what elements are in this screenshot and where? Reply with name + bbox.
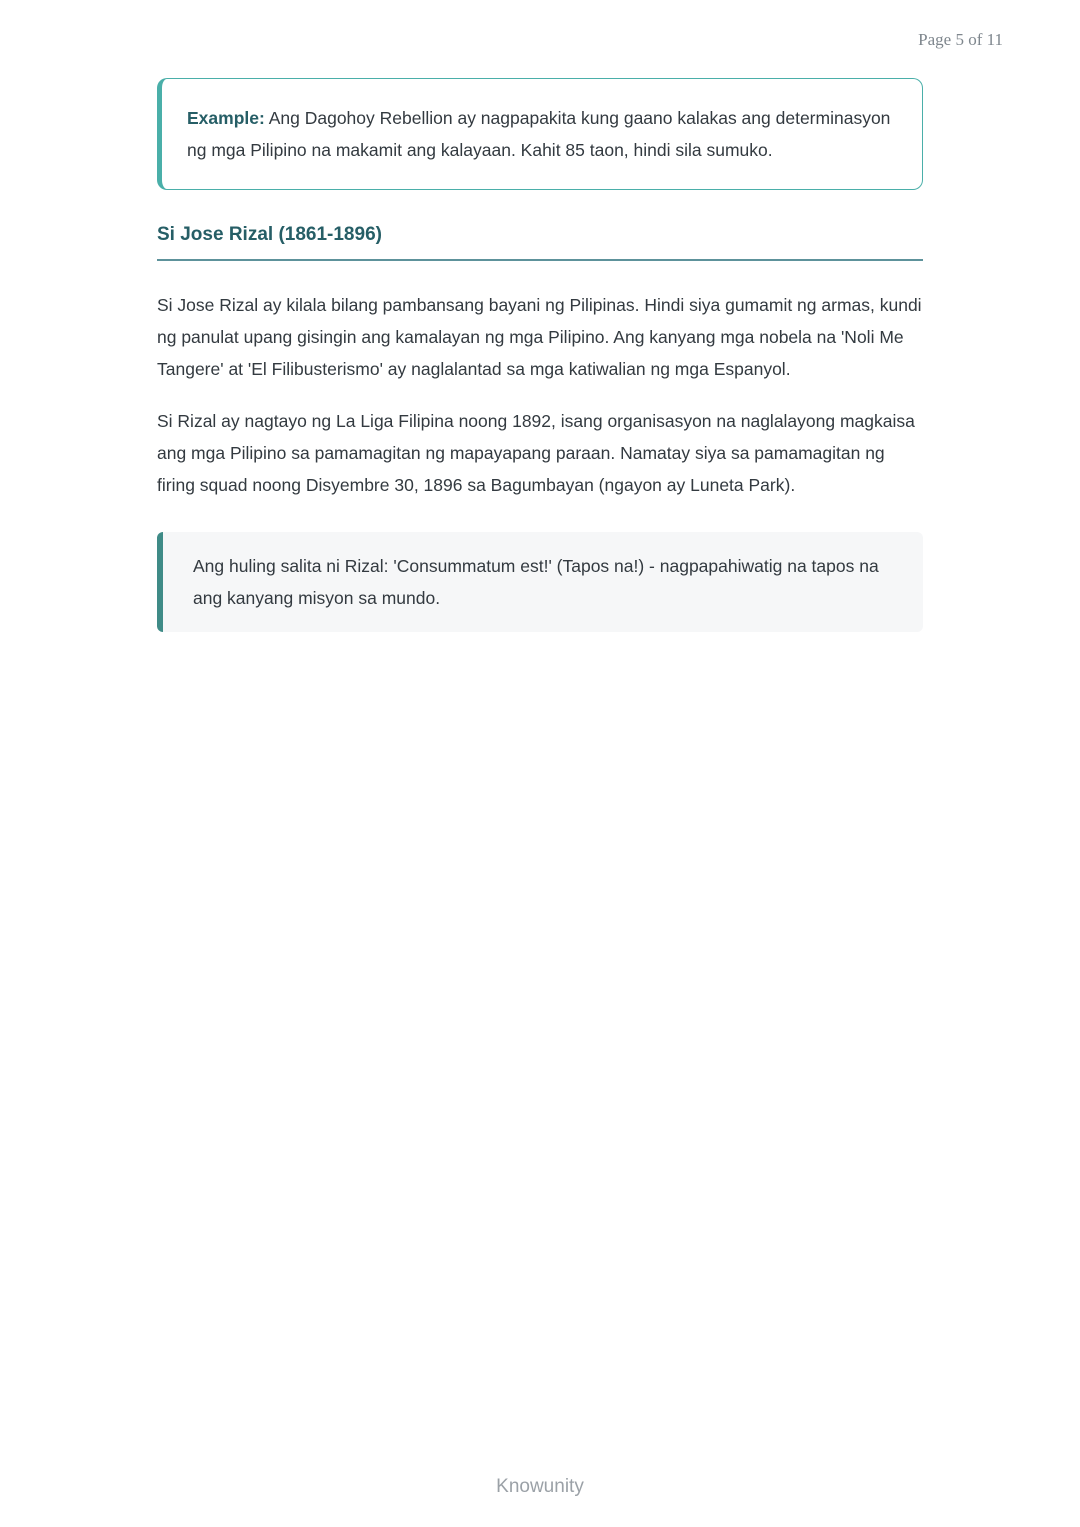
example-label: Example: — [187, 108, 265, 128]
footer-brand: Knowunity — [496, 1476, 584, 1497]
body-paragraph: Si Jose Rizal ay kilala bilang pambansang bayani ng Pilipinas. Hindi siya gumamit ng armas, kundi ng panulat upang gisingin ang kamalayan ng mga Pilipino. Ang kanyang mga nobela na 'Noli Me Tangere' at 'El Filibusterismo' ay naglalantad sa mga katiwalian ng mga Espanyol. — [157, 295, 922, 379]
page-indicator: Page 5 of 11 — [918, 30, 1003, 49]
quote-callout-box — [157, 532, 923, 632]
body-paragraph: Si Rizal ay nagtayo ng La Liga Filipina noong 1892, isang organisasyon na naglalayong magkaisa ang mga Pilipino sa pamamagitan ng mapayapang paraan. Namatay siya sa pamamagitan ng firing squad noong Disyembre 30, 1896 sa Bagumbayan (ngayon ay Luneta Park). — [157, 411, 915, 495]
page-content — [157, 0, 923, 632]
example-text: Ang Dagohoy Rebellion ay nagpapakita kung gaano kalakas ang determinasyon ng mga Pilipino na makamit ang kalayaan. Kahit 85 taon, hindi sila sumuko. — [187, 108, 891, 160]
section-heading: Si Jose Rizal (1861-1896) — [157, 224, 923, 261]
example-callout-box — [157, 78, 923, 190]
example-paragraph — [187, 102, 896, 166]
quote-text: Ang huling salita ni Rizal: 'Consummatum est!' (Tapos na!) - nagpapahiwatig na tapos na ang kanyang misyon sa mundo. — [193, 556, 879, 608]
